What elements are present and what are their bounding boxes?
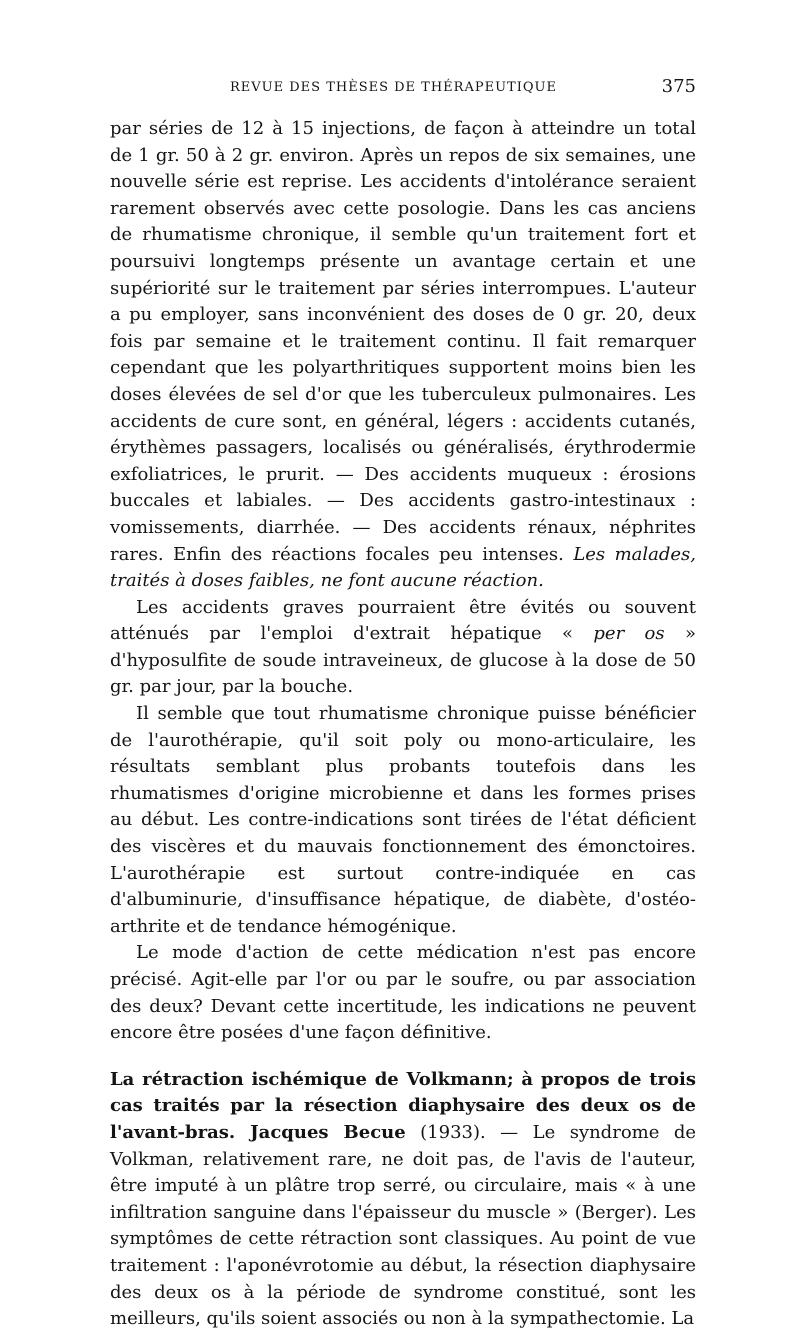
paragraph-text: par séries de 12 à 15 injections, de façon à atteindre un total de 1 gr. 50 à 2 gr. environ. Après un repos de six semaines, une nouvelle série est reprise. Les accidents d'intolérance seraient rarement observés avec cette posologie. Dans les cas anciens de rhumatisme chronique, il semble qu'un traitement fort et poursuivi longtemps présente un avantage certain et une supériorité sur le traitement par séries interrompues. L'auteur a pu employer, sans inconvénient des doses de 0 gr. 20, deux fois par semaine et le traitement continu. Il fait remarquer cependant que les polyarthritiques supportent moins bien les doses élevées de sel d'or que les tuberculeux pulmonaires. Les accidents de cure sont, en général, légers : accidents cutanés, érythèmes passagers, localisés ou généralisés, érythrodermie exfoliatrices, le prurit. — Des accidents muqueux : érosions buccales et labiales. — Des accidents gastro-intestinaux : vomissements, diarrhée. — Des accidents rénaux, néphrites rares. Enfin des réactions focales peu intenses. bbox=[110, 118, 696, 565]
italic-phrase: per os bbox=[593, 623, 665, 645]
paragraph: Le mode d'action de cette médication n'est pas encore précisé. Agit-elle par l'or ou par le soufre, ou par association des deux? Devant cette incertitude, les indications ne peuvent encore être posées d'une façon définitive. bbox=[110, 942, 696, 1044]
italic-conclusion: Les malades, traités à doses faibles, ne font aucune réaction. bbox=[110, 543, 696, 592]
paragraph: Il semble que tout rhumatisme chronique puisse bénéficier de l'aurothérapie, qu'il soit poly ou mono-articulaire, les résultats semblant plus probants toutefois dans les rhumatismes d'origine microbienne et dans les formes prises au début. Les contre-indications sont tirées de l'état déficient des viscères et du mauvais fonctionnement des émonctoires. L'aurothérapie est surtout contre-indiquée en cas d'albuminurie, d'insuffisance hépatique, de diabète, d'ostéo-arthrite et de tendance hémogénique. bbox=[110, 703, 696, 937]
abstract-title: La rétraction ischémique de Volkmann; à propos de trois cas traités par la résection diaphysaire des deux os de l'avant-bras. Jacques Becue bbox=[110, 1068, 696, 1143]
abstract-year: (1933). bbox=[405, 1121, 486, 1143]
abstract-text: — Le syndrome de Volkman, relativement rare, ne doit pas, de l'avis de l'auteur, être imputé à un plâtre trop serré, ou circulaire, mais « à une infiltration sanguine dans l'épaisseur du muscle » (Berger). Les symptômes de cette rétraction sont classiques. Au point de vue traitement : l'aponévrotomie au début, la résection diaphysaire des deux os à la période de syndrome constitué, sont les meilleurs, qu'ils soient associés ou non à la sympathectomie. La bbox=[110, 1121, 696, 1330]
paragraph-text: Les accidents graves pourraient être évités ou souvent atténués par l'emploi d'extrait hépatique « bbox=[110, 596, 696, 645]
paragraph-text: » d'hyposulfite de soude intraveineux, de glucose à la dose de 50 gr. par jour, par la bouche. bbox=[110, 623, 697, 698]
running-title: REVUE DES THÈSES DE THÉRAPEUTIQUE bbox=[230, 80, 557, 95]
paragraph bbox=[110, 116, 696, 595]
paragraph bbox=[110, 595, 696, 701]
page-header bbox=[110, 78, 696, 100]
page-number: 375 bbox=[661, 76, 696, 97]
thesis-abstract bbox=[110, 1067, 696, 1333]
body-text bbox=[110, 116, 696, 1333]
